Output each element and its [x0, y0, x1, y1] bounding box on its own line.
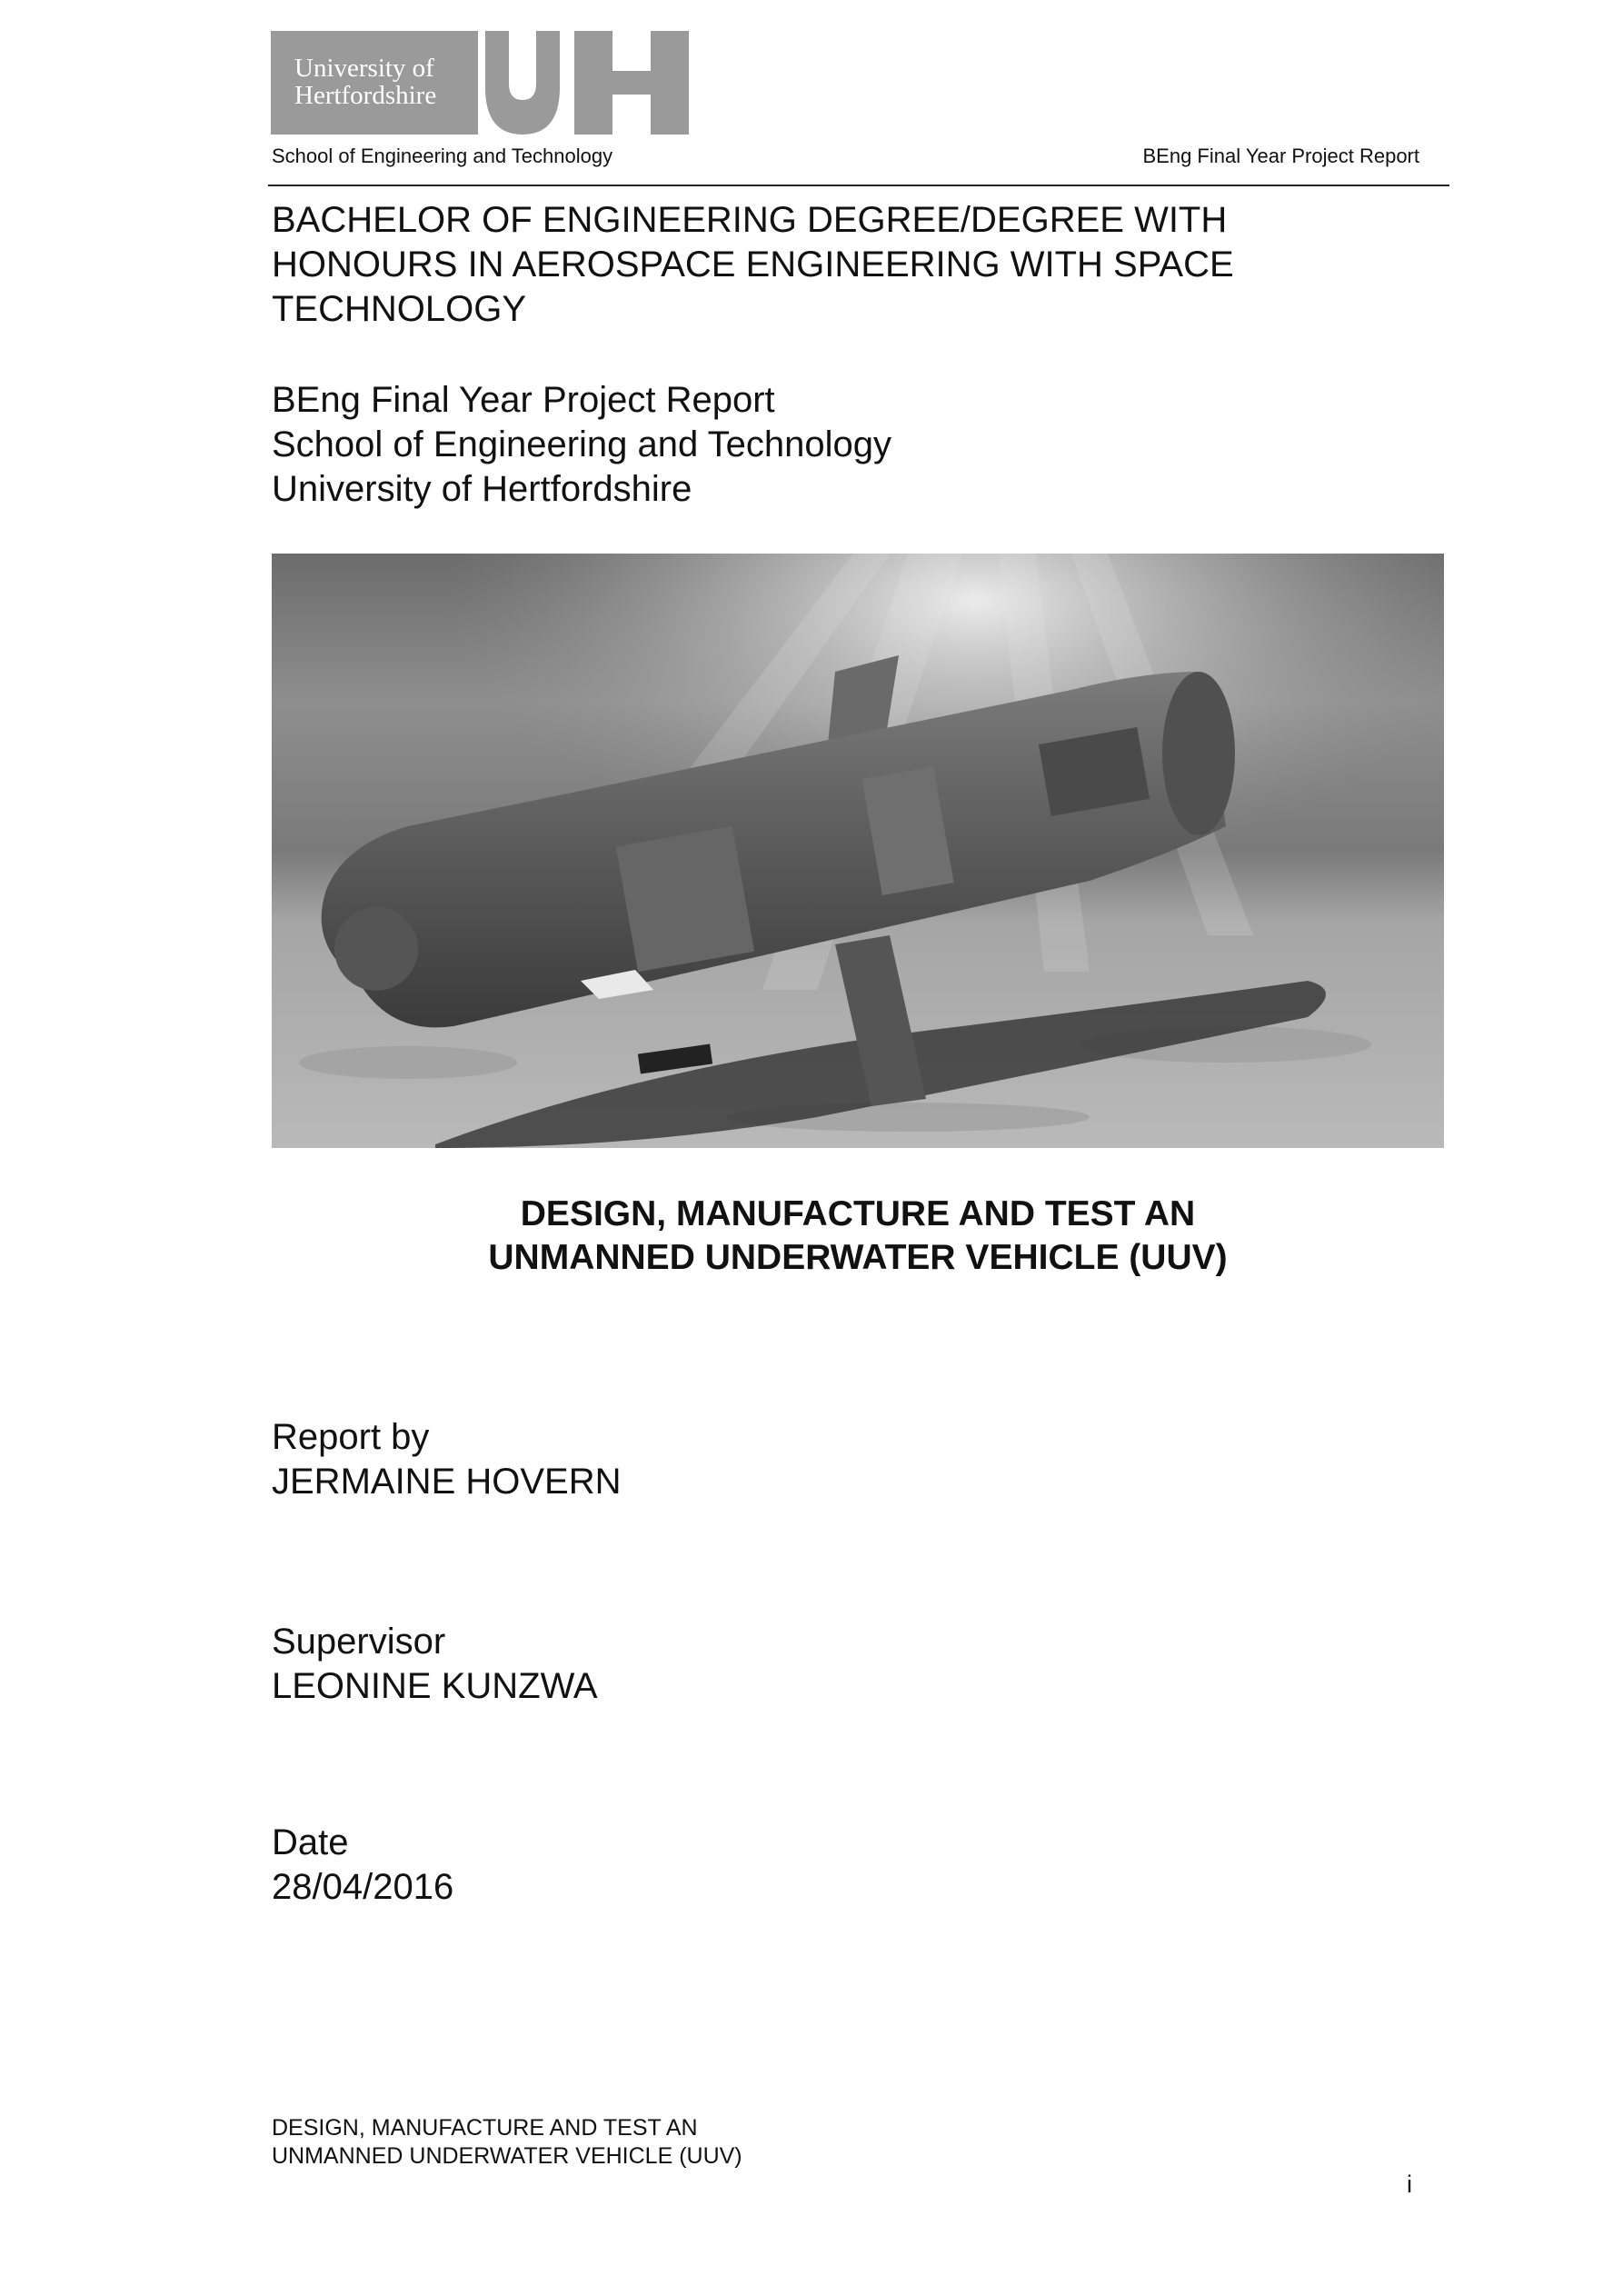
- degree-line-3: TECHNOLOGY: [272, 289, 527, 329]
- uuv-render-image: [272, 554, 1444, 1148]
- footer-title-line-2: UNMANNED UNDERWATER VEHICLE (UUV): [272, 2143, 742, 2169]
- supervisor-name: LEONINE KUNZWA: [272, 1666, 598, 1706]
- logo-mark-h-left: [574, 31, 612, 135]
- university-name: University of Hertfordshire: [272, 469, 692, 509]
- logo-mark-h-bar: [612, 71, 651, 95]
- supervisor-block: [272, 1620, 598, 1709]
- footer-title-line-1: DESIGN, MANUFACTURE AND TEST AN: [272, 2115, 698, 2141]
- project-title: [272, 1193, 1444, 1280]
- page-number: i: [1407, 2171, 1412, 2198]
- header-report-type: BEng Final Year Project Report: [1142, 145, 1419, 167]
- footer-title: [272, 2114, 742, 2171]
- logo-mark-h-right: [651, 31, 689, 135]
- university-logo: [271, 31, 689, 135]
- degree-line-1: BACHELOR OF ENGINEERING DEGREE/DEGREE WITH: [272, 200, 1228, 240]
- report-info: [272, 378, 891, 512]
- school-name: School of Engineering and Technology: [272, 424, 891, 464]
- date-value: 28/04/2016: [272, 1867, 454, 1907]
- degree-title: [272, 198, 1444, 332]
- logo-text-line2: Hertfordshire: [294, 81, 437, 110]
- date-block: [272, 1821, 453, 1910]
- degree-line-2: HONOURS IN AEROSPACE ENGINEERING WITH SPACE: [272, 245, 1234, 285]
- project-title-line-2: UNMANNED UNDERWATER VEHICLE (UUV): [488, 1238, 1228, 1277]
- supervisor-label: Supervisor: [272, 1622, 446, 1662]
- author-label: Report by: [272, 1417, 430, 1457]
- logo-mark-u: [485, 31, 560, 135]
- author-name: JERMAINE HOVERN: [272, 1462, 622, 1502]
- report-type: BEng Final Year Project Report: [272, 380, 775, 420]
- header-divider: [268, 185, 1449, 186]
- header-school: School of Engineering and Technology: [272, 145, 613, 167]
- author-block: [272, 1415, 622, 1504]
- date-label: Date: [272, 1822, 349, 1862]
- project-title-line-1: DESIGN, MANUFACTURE AND TEST AN: [520, 1194, 1196, 1233]
- logo-text-line1: University of: [294, 54, 434, 83]
